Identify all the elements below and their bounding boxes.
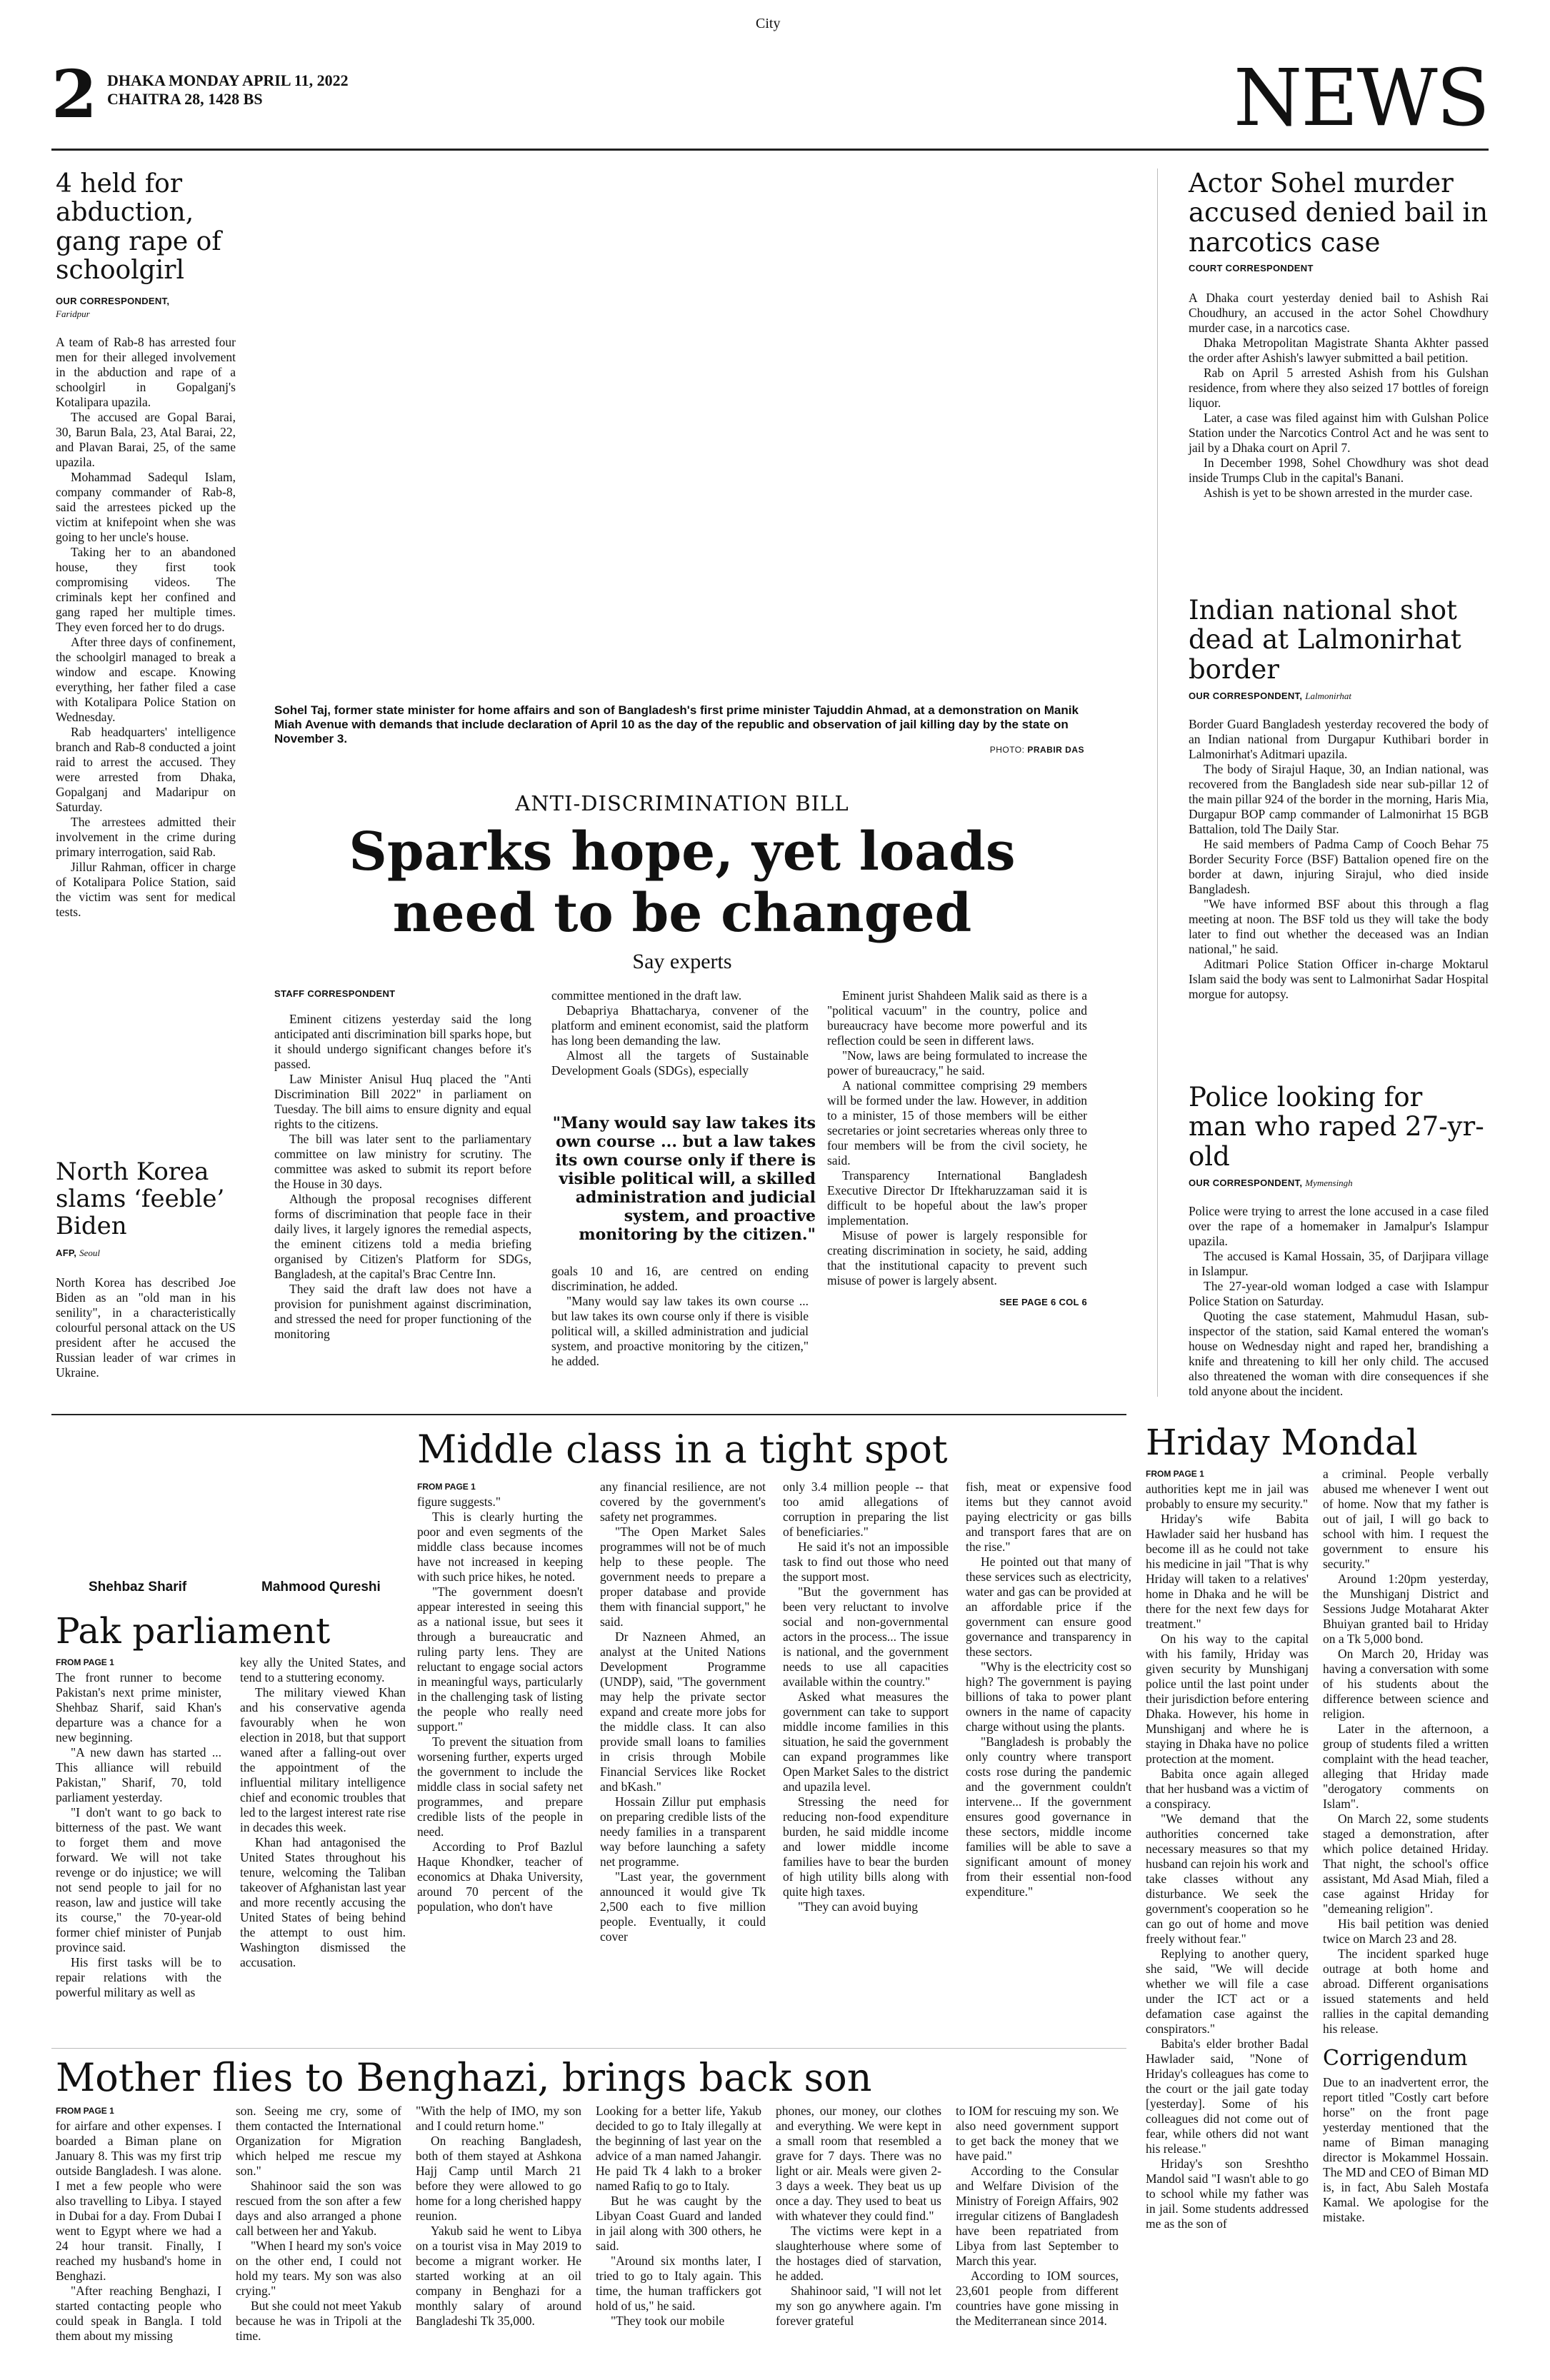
name-tag-1: Shehbaz Sharif — [89, 1580, 187, 1595]
paragraph: Looking for a better life, Yakub decided to go to Italy illegally at the beginning of last year on the advice of a man named Jahangir. He paid Tk 4 lakh to a broker named Rafiq to go to Italy. — [596, 2104, 761, 2194]
story-body — [56, 335, 236, 920]
bill-subhead: Say experts — [632, 950, 732, 973]
paragraph: son. Seeing me cry, some of them contacted the International Organization for Migration which helped me rescue my son." — [236, 2104, 401, 2179]
paragraph: On reaching Bangladesh, both of them stayed at Ashkona Hajj Camp until March 21 before they were allowed to go home for a long cherished happy reunion. — [416, 2134, 581, 2224]
byline: AFP, — [56, 1247, 77, 1259]
caption-text: Sohel Taj, former state minister for home affairs and son of Bangladesh's first prime minister Tajuddin Ahmad, at a demonstration on Manik Miah Avenue with demands that include declaration of April 10 as the day of the republic and observation of jail killing day by the state on November 3. — [274, 703, 1079, 745]
headline: Indian national shot dead at Lalmonirhat border — [1189, 595, 1461, 685]
name-tag-2: Mahmood Qureshi — [261, 1580, 381, 1595]
paragraph: authorities kept me in jail was probably to ensure my security." — [1146, 1482, 1309, 1511]
middle-col-1 — [417, 1480, 583, 1914]
paragraph: The accused are Gopal Barai, 30, Barun Bala, 23, Atal Barai, 22, and Plavan Barai, 25, of the same upazila. — [56, 410, 236, 470]
paragraph: "They took our mobile — [611, 2314, 725, 2329]
paragraph: North Korea has described Joe Biden as an "old man in his senility", in a characteristically colourful personal attack on the US president after he accused the Russian leader of war crimes in Ukraine. — [56, 1275, 236, 1380]
headline-line-1: Sparks hope, yet loads — [349, 821, 1016, 883]
pak-photos — [56, 1428, 406, 1571]
paragraph: He said members of Padma Camp of Cooch Behar 75 Border Security Force (BSF) Battalion opened fire on the border at dawn, injuring Sirajul, who died inside Bangladesh. — [1189, 837, 1489, 897]
paragraph: Taking her to an abandoned house, they first took compromising videos. The criminals kept her confined and gang raped her multiple times. They even forced her to do drugs. — [56, 545, 236, 635]
paragraph: The front runner to become Pakistan's next prime minister, Shehbaz Sharif, said Khan's departure was a chance for a new beginning. — [56, 1670, 221, 1744]
paragraph: The accused is Kamal Hossain, 35, of Darjipara village in Islampur. — [1189, 1249, 1489, 1279]
paragraph: Yakub said he went to Libya on a tourist visa in May 2019 to become a migrant worker. He started working at an oil company in Benghazi for a monthly salary of around Bangladeshi Tk 35,000. — [416, 2224, 581, 2329]
story-nkorea — [56, 1158, 236, 1380]
paragraph: Dhaka Metropolitan Magistrate Shanta Akhter passed the order after Ashish's lawyer submitted a bail petition. — [1189, 336, 1489, 366]
paragraph: Later in the afternoon, a group of students filed a written complaint with the head teacher, alleging that Hriday made "derogatory comments on Islam". — [1323, 1722, 1489, 1811]
hriday-col-1 — [1146, 1467, 1309, 2231]
headline: Actor Sohel murder accused denied bail in narcotics case — [1189, 168, 1489, 258]
lower-section-rule — [51, 1414, 1126, 1415]
paragraph: "The Open Market Sales programmes will not be of much help to these people. The government needs to prepare a proper database and provide them with financial support," he said. — [600, 1525, 766, 1630]
paragraph: Border Guard Bangladesh yesterday recovered the body of an Indian national from Durgapur Kuthibari border in Lalmonirhat's Aditmari upazila. — [1189, 717, 1489, 762]
middle-col-3 — [783, 1480, 949, 1914]
paragraph: Rab headquarters' intelligence branch and Rab-8 conducted a joint raid to arrest the accused. They were arrested from Dhaka, Gopalganj and Madaripur on Saturday. — [56, 725, 236, 815]
paragraph: Quoting the case statement, Mahmudul Hasan, sub-inspector of the station, said Kamal entered the woman's house on Wednesday night and raped her, brandishing a knife and threatening to kill her only child. The accused also threatened the woman with dire consequences if she told anyone about the incident. — [1189, 1309, 1489, 1399]
paragraph: His first tasks will be to repair relations with the powerful military as well as — [56, 1955, 221, 1999]
paragraph: "Why is the electricity cost so high? The government is paying billions of taka to power plant owners in the name of capacity charge without using the plants. — [966, 1660, 1131, 1734]
paragraph: phones, our money, our clothes and everything. We were kept in a small room that resembled a grave for 7 days. There was no light or air. Meals were given 2-3 days a week. They beat us up once a day. They used to beat us with whatever they could find." — [776, 2104, 941, 2224]
middle-col-2 — [600, 1480, 766, 1944]
paragraph: He pointed out that many of these services such as electricity, water and gas can be provided at an affordable price if the government can ensure good governance and transparency in these sectors. — [966, 1555, 1131, 1660]
paragraph: The incident sparked huge outrage at both home and abroad. Different organisations issued statements and held rallies in the capital demanding his release. — [1323, 1947, 1489, 2036]
paragraph: Later, a case was filed against him with Gulshan Police Station under the Narcotics Control Act and he was sent to jail by a Dhaka court on April 7. — [1189, 411, 1489, 456]
paragraph: The military viewed Khan and his conservative agenda favourably when he won election in 2018, but that support waned after a falling-out over the appointment of the influential military intelligence chief and economic troubles that led to the largest interest rate rise in decades this week. — [240, 1685, 406, 1834]
photo-placeholder-icon — [271, 169, 1093, 697]
right-column-divider — [1157, 169, 1158, 1397]
paragraph: Eminent citizens yesterday said the long anticipated anti discrimination bill sparks hope, but it should undergo significant changes before it's passed. — [274, 1012, 531, 1071]
paragraph: This is clearly hurting the poor and even segments of the middle class because incomes have not increased in keeping with such price hikes, he noted. — [417, 1510, 583, 1585]
paragraph: His bail petition was denied twice on March 23 and 28. — [1323, 1917, 1489, 1946]
paragraph: Khan had antagonised the United States throughout his tenure, welcoming the Taliban takeover of Afghanistan last year and more recently accusing the United States of being behind the attempt to oust him. Washington dismissed the accusation. — [240, 1835, 406, 1969]
bangla-date: CHAITRA 28, 1428 BS — [107, 90, 263, 108]
story-pak — [56, 1611, 406, 2000]
date-line: DHAKA MONDAY APRIL 11, 2022 — [107, 71, 349, 89]
paragraph: "When I heard my son's voice on the other end, I could not hold my tears. My son was also crying." — [236, 2239, 401, 2299]
paragraph: "A new dawn has started ... This alliance will rebuild Pakistan," Sharif, 70, told parliament yesterday. — [56, 1745, 221, 1804]
paragraph: Although the proposal recognises different forms of discrimination that people face in their daily lives, it largely ignores the remedial aspects, the eminent citizens told a media briefing organised by Citizen's Platform for SDGs, Bangladesh, at the capital's Brac Centre Inn. — [274, 1192, 531, 1281]
corrigendum-text: Due to an inadvertent error, the report titled "Costly cart before horse" on the front page yesterday mentioned that the name of Biman managing director is Mokammel Hossain. The MD and CEO of Biman MD is, in fact, Abu Saleh Mostafa Kamal. We apologise for the mistake. — [1323, 2074, 1489, 2224]
paragraph: any financial resilience, are not covered by the government's safety net programmes. — [600, 1480, 766, 1525]
mother-col-5 — [776, 2104, 941, 2329]
credit-label: PHOTO: — [989, 745, 1025, 755]
paragraph: to IOM for rescuing my son. We also need government support to get back the money that we have paid." — [956, 2104, 1119, 2164]
headline: Hriday Mondal — [1146, 1422, 1418, 1463]
section-top-label: City — [756, 16, 781, 31]
headline: Mother flies to Benghazi, brings back son — [56, 2055, 872, 2100]
mother-col-6 — [956, 2104, 1119, 2329]
paragraph: Jillur Rahman, officer in charge of Kotalipara Police Station, said the victim was sent for medical tests. — [56, 860, 236, 920]
from-page: FROM PAGE 1 — [56, 1657, 114, 1667]
paragraph: "With the help of IMO, my son and I could return home." — [416, 2104, 581, 2134]
paragraph: A Dhaka court yesterday denied bail to Ashish Rai Choudhury, an accused in the actor Sohel Chowdhury murder case, in a narcotics case. — [1189, 291, 1489, 336]
photo-credit — [990, 745, 1084, 755]
paragraph: After three days of confinement, the schoolgirl managed to break a window and escape. Knowing everything, her father filed a case with Kotalipara Police Station on Wednesday. — [56, 635, 236, 725]
paragraph: To prevent the situation from worsening further, experts urged the government to include the middle class in social safety net programmes, and prepare credible lists of the people in need. — [417, 1734, 583, 1839]
corrigendum-headline: Corrigendum — [1323, 2046, 1468, 2071]
story-sohel — [1189, 169, 1489, 501]
paragraph: The bill was later sent to the parliamentary committee on law ministry for scrutiny. The committee was asked to submit its report before the House in 30 days. — [274, 1132, 531, 1191]
byline: COURT CORRESPONDENT — [1189, 263, 1314, 274]
paragraph: The victims were kept in a slaughterhouse where some of the hostages died of starvation, he added. — [776, 2224, 941, 2284]
mother-col-4 — [596, 2104, 761, 2329]
paragraph: Stressing the need for reducing non-food expenditure burden, he said middle income and lower middle income families have to bear the burden of high utility bills along with quite high taxes. — [783, 1794, 949, 1899]
headline: Middle class in a tight spot — [417, 1427, 948, 1472]
photo-caption — [274, 703, 1089, 746]
main-photo — [271, 169, 1093, 697]
paragraph: Debapriya Bhattacharya, convener of the platform and eminent economist, said the platform has long been demanding the law. — [551, 1003, 809, 1048]
paragraph: "The government doesn't appear interested in seeing this as a national issue, but sees it through a bureaucratic and ruling party lens. They are reluctant to engage social actors in meaningful ways, particularly in the challenging task of listing the people who really need support." — [417, 1585, 583, 1734]
paragraph: The arrestees admitted their involvement in the crime during primary interrogation, said Rab. — [56, 815, 236, 860]
paragraph: Shahinoor said the son was rescued from the son after a few days and also arranged a phone call between her and Yakub. — [236, 2179, 401, 2239]
pull-quote: "Many would say law takes its own course ... but a law takes its own course only if there is visible political will, a skilled administration and judicial system, and proactive monitoring by the citizen." — [552, 1114, 816, 1244]
paragraph: In December 1998, Sohel Chowdhury was shot dead inside Trumps Club in the capital's Banani. — [1189, 456, 1489, 486]
story-hriday — [1146, 1422, 1489, 2231]
bill-headline — [271, 821, 1093, 944]
paragraph: Misuse of power is largely responsible for creating discrimination in society, he said, adding that the institutional capacity to prevent such misuse of power is largely absent. — [827, 1228, 1087, 1287]
paragraph: Ashish is yet to be shown arrested in the murder case. — [1204, 486, 1473, 501]
byline: OUR CORRESPONDENT, — [1189, 1178, 1303, 1189]
bill-col-2 — [551, 988, 816, 1369]
paragraph: According to Prof Bazlul Haque Khondker, teacher of economics at Dhaka University, around 70 percent of the population, who don't have — [417, 1839, 583, 1914]
mother-col-3 — [416, 2104, 581, 2329]
paragraph: A team of Rab-8 has arrested four men for their alleged involvement in the abduction and rape of a schoolgirl in Gopalganj's Kotalipara upazila. — [56, 335, 236, 410]
paragraph: "Last year, the government announced it would give Tk 2,500 each to five million people. Eventually, it could cover — [600, 1869, 766, 1944]
byline: STAFF CORRESPONDENT — [274, 988, 396, 999]
paragraph: a criminal. People verbally abused me whenever I went out of home. Now that my father is out of jail, I will go back to school with him. I request the government to ensure his security." — [1323, 1467, 1489, 1571]
byline: OUR CORRESPONDENT, — [1189, 691, 1303, 702]
paragraph: "I don't want to go back to bitterness of the past. We want to forget them and move forward. We will not take revenge or do injustice; we will not send people to jail for no reason, law and justice will take its course," the 70-year-old former chief minister of Punjab province said. — [56, 1805, 221, 1954]
section-title: NEWS — [1234, 52, 1489, 144]
paragraph: Transparency International Bangladesh Executive Director Dr Iftekharuzzaman said it is difficult to be hopeful about the law's proper implementation. — [827, 1168, 1087, 1227]
paragraph: Hriday's son Sreshtho Mandol said "I wasn't able to go to school while my father was in jail. Some students addressed me as the son of — [1146, 2156, 1309, 2231]
pak-col-1 — [56, 1655, 221, 2000]
paragraph: Rab on April 5 arrested Ashish from his Gulshan residence, from where they also seized 17 bottles of foreign liquor. — [1189, 366, 1489, 411]
mother-col-1 — [56, 2104, 221, 2344]
paragraph: key ally the United States, and tend to a stuttering economy. — [240, 1655, 406, 1684]
headline: 4 held for abduction, gang rape of schoolgirl — [56, 169, 221, 285]
paragraph: committee mentioned in the draft law. — [551, 988, 742, 1003]
paragraph: "But the government has been very reluctant to involve social and non-governmental actors in the process... The issue is national, and the government needs to use all capacities available within the country." — [783, 1585, 949, 1689]
pak-col-2 — [240, 1655, 406, 1970]
bill-kicker: ANTI-DISCRIMINATION BILL — [515, 791, 849, 815]
paragraph: only 3.4 million people -- that too amid allegations of corruption in preparing the list of beneficiaries." — [783, 1480, 949, 1540]
page-number: 2 — [51, 56, 98, 133]
paragraph: Babita's elder brother Badal Hawlader said, "None of Hriday's colleagues has come to the court or the jail gate today [yesterday]. Some of his colleagues did not come out of fear, while others did not want his release." — [1146, 2037, 1309, 2156]
paragraph: On his way to the capital with his family, Hriday was given security by Munshiganj police until the last point under their jurisdiction before entering Dhaka. However, his home in Munshiganj and where he is staying in Dhaka have no police protection at the moment. — [1146, 1632, 1309, 1766]
paragraph: goals 10 and 16, are centred on ending discrimination, he added. — [551, 1264, 809, 1293]
headline: Pak parliament — [56, 1610, 331, 1652]
headline-line-2: need to be changed — [392, 883, 972, 944]
paragraph: A national committee comprising 29 members will be formed under the law. However, in addition to a minister, 15 of those members will be either secretaries or joint secretaries whereas only three to four members will be from the civil society, he said. — [827, 1078, 1087, 1168]
masthead-rule — [51, 149, 1489, 151]
story-body — [56, 1275, 236, 1380]
paragraph: Almost all the targets of Sustainable Development Goals (SDGs), especially — [551, 1048, 809, 1078]
paragraph: "After reaching Benghazi, I started contacting people who could speak in Bangla. I told them about my missing — [56, 2284, 221, 2344]
paragraph: They said the draft law does not have a provision for punishment against discrimination, and stressed the need for proper functioning of the monitoring — [274, 1282, 531, 1341]
story-police — [1189, 1083, 1489, 1399]
paragraph: "Bangladesh is probably the only country where transport costs rose during the pandemic and the government couldn't intervene... If the government ensures good governance in these sectors, middle income families will be able to save a significant amount of money from their essential non-food expenditure." — [966, 1734, 1131, 1899]
paragraph: Police were trying to arrest the lone accused in a case filed over the rape of a homemaker in Jamalpur's Islampur upazila. — [1189, 1204, 1489, 1249]
paragraph: Replying to another query, she said, "We will decide whether we will file a case under the ICT act or a defamation case against the conspirators." — [1146, 1947, 1309, 2036]
paragraph: But she could not meet Yakub because he was in Tripoli at the time. — [236, 2299, 401, 2344]
story-indian — [1189, 596, 1489, 1002]
hriday-col-2 — [1323, 1467, 1489, 2037]
paragraph: Shahinoor said, "I will not let my son go anywhere again. I'm forever grateful — [776, 2284, 941, 2329]
headline: North Korea slams ‘feeble’ Biden — [56, 1158, 225, 1241]
from-page: FROM PAGE 1 — [1146, 1469, 1204, 1479]
headline: Police looking for man who raped 27-yr-old — [1189, 1082, 1484, 1172]
paragraph: He said it's not an impossible task to find out those who need the support most. — [783, 1540, 949, 1585]
paragraph: Babita once again alleged that her husband was a victim of a conspiracy. — [1146, 1767, 1309, 1811]
paragraph: for airfare and other expenses. I boarded a Biman plane on January 8. This was my first trip outside Bangladesh. I was alone. I met a few people who were also travelling to Libya. I stayed in Dubai for a day. From Dubai I went to Egypt where we had a 24 hour transit. Finally, I reached my husband's home in Benghazi. — [56, 2119, 221, 2284]
story-middle — [417, 1428, 1131, 1944]
paragraph: The body of Sirajul Haque, 30, an Indian national, was recovered from the Bangladesh side near sub-pillar 12 of the main pillar 924 of the border in the morning, Haris Mia, Durgapur BOP camp commander of Lalmonirhat 15 BGB Battalion, told The Daily Star. — [1189, 762, 1489, 837]
paragraph: Asked what measures the government can take to support middle income families in this situation, he said the government can expand programmes like Open Market Sales to the district and upazila level. — [783, 1689, 949, 1794]
from-page: FROM PAGE 1 — [56, 2106, 114, 2117]
corrigendum-box — [1323, 2047, 1489, 2225]
story-abduction — [56, 170, 236, 920]
paragraph: Hossain Zillur put emphasis on preparing credible lists of the needy families in a transparent way before launching a safety net programme. — [600, 1794, 766, 1869]
mother-story-rule — [51, 2048, 1126, 2049]
middle-col-4 — [966, 1480, 1131, 1899]
paragraph: Dr Nazneen Ahmed, an analyst at the United Nations Development Programme (UNDP), said, "The government may help the private sector expand and create more jobs for the middle class. It can also provide small loans to families in crisis through Mobile Financial Services like Rocket and bKash." — [600, 1630, 766, 1794]
paragraph: Aditmari Police Station Officer in-charge Moktarul Islam said the body was sent to Lalmonirhat Sadar Hospital morgue for autopsy. — [1189, 957, 1489, 1002]
paragraph: "We have informed BSF about this through a flag meeting at noon. The BSF told us they will take the body later to find out whether the deceased was an Indian national," he said. — [1189, 897, 1489, 957]
paragraph: But he was caught by the Libyan Coast Guard and landed in jail along with 300 others, he said. — [596, 2194, 761, 2254]
paragraph: "Now, laws are being formulated to increase the power of bureaucracy," he said. — [827, 1048, 1087, 1078]
byline: OUR CORRESPONDENT, — [56, 296, 170, 307]
paragraph: "They can avoid buying — [798, 1899, 919, 1914]
paragraph: Law Minister Anisul Huq placed the "Anti Discrimination Bill 2022" in parliament on Tuesday. The bill aims to ensure dignity and equal rights to the citizens. — [274, 1072, 531, 1131]
paragraph: The 27-year-old woman lodged a case with Islampur Police Station on Saturday. — [1189, 1279, 1489, 1309]
paragraph: figure suggests." — [417, 1495, 501, 1510]
from-page: FROM PAGE 1 — [417, 1482, 476, 1492]
paragraph: "We demand that the authorities concerned take necessary measures so that my husband can rejoin his work and take classes without any disturbance. We seek the government's cooperation so he can go out of home and move freely without fear." — [1146, 1812, 1309, 1946]
bill-col-1 — [274, 988, 531, 1342]
paragraph: "Around six months later, I tried to go to Italy again. This time, the human traffickers got hold of us," he said. — [596, 2254, 761, 2314]
paragraph: Around 1:20pm yesterday, the Munshiganj District and Sessions Judge Motaharat Akter Bhuiyan granted bail to Hriday on a Tk 5,000 bond. — [1323, 1572, 1489, 1646]
see-page-link[interactable]: SEE PAGE 6 COL 6 — [999, 1297, 1087, 1307]
paragraph: Hriday's wife Babita Hawlader said her husband has become ill as he could not take his medicine in jail "That is why Hriday will taken to a relatives' home in Dhaka and he will be there for the next few days for treatment." — [1146, 1512, 1309, 1631]
paragraph: Mohammad Sadequl Islam, company commander of Rab-8, said the arrestees picked up the victim at knifepoint when she was going to her uncle's house. — [56, 470, 236, 545]
paragraph: On March 20, Hriday was having a conversation with some of his students about the difference between science and religion. — [1323, 1647, 1489, 1721]
dateline: Seoul — [79, 1247, 101, 1259]
dateline: Mymensingh — [1305, 1178, 1353, 1189]
story-mother — [56, 2057, 1131, 2344]
dateline: Lalmonirhat — [1305, 691, 1352, 702]
credit-name: PRABIR DAS — [1027, 745, 1084, 755]
bill-col-3 — [827, 988, 1087, 1307]
paragraph: fish, meat or expensive food items but they cannot avoid paying electricity or gas bills and transport fares that are on the rise." — [966, 1480, 1131, 1555]
paragraph: "Many would say law takes its own course ... but law takes its own course only if there is visible political will, a skilled administration and judicial system, and proactive monitoring by the citizen," he added. — [551, 1294, 809, 1368]
paragraph: According to the Consular and Welfare Division of the Ministry of Foreign Affairs, 902 irregular citizens of Bangladesh have been repatriated from Libya from last September to March this year. — [956, 2164, 1119, 2269]
paragraph: Eminent jurist Shahdeen Malik said as there is a "political vacuum" in the country, police and bureaucracy have become more powerful and its reflection could be seen in different laws. — [827, 988, 1087, 1048]
paragraph: According to IOM sources, 23,601 people from different countries have gone missing in the Mediterranean since 2014. — [956, 2269, 1119, 2329]
paragraph: On March 22, some students staged a demonstration, after which police detained Hriday. That night, the school's office assistant, Md Asad Miah, filed a case against Hriday for "demeaning religion". — [1323, 1812, 1489, 1916]
dateline: Faridpur — [56, 308, 90, 320]
mother-col-2 — [236, 2104, 401, 2344]
